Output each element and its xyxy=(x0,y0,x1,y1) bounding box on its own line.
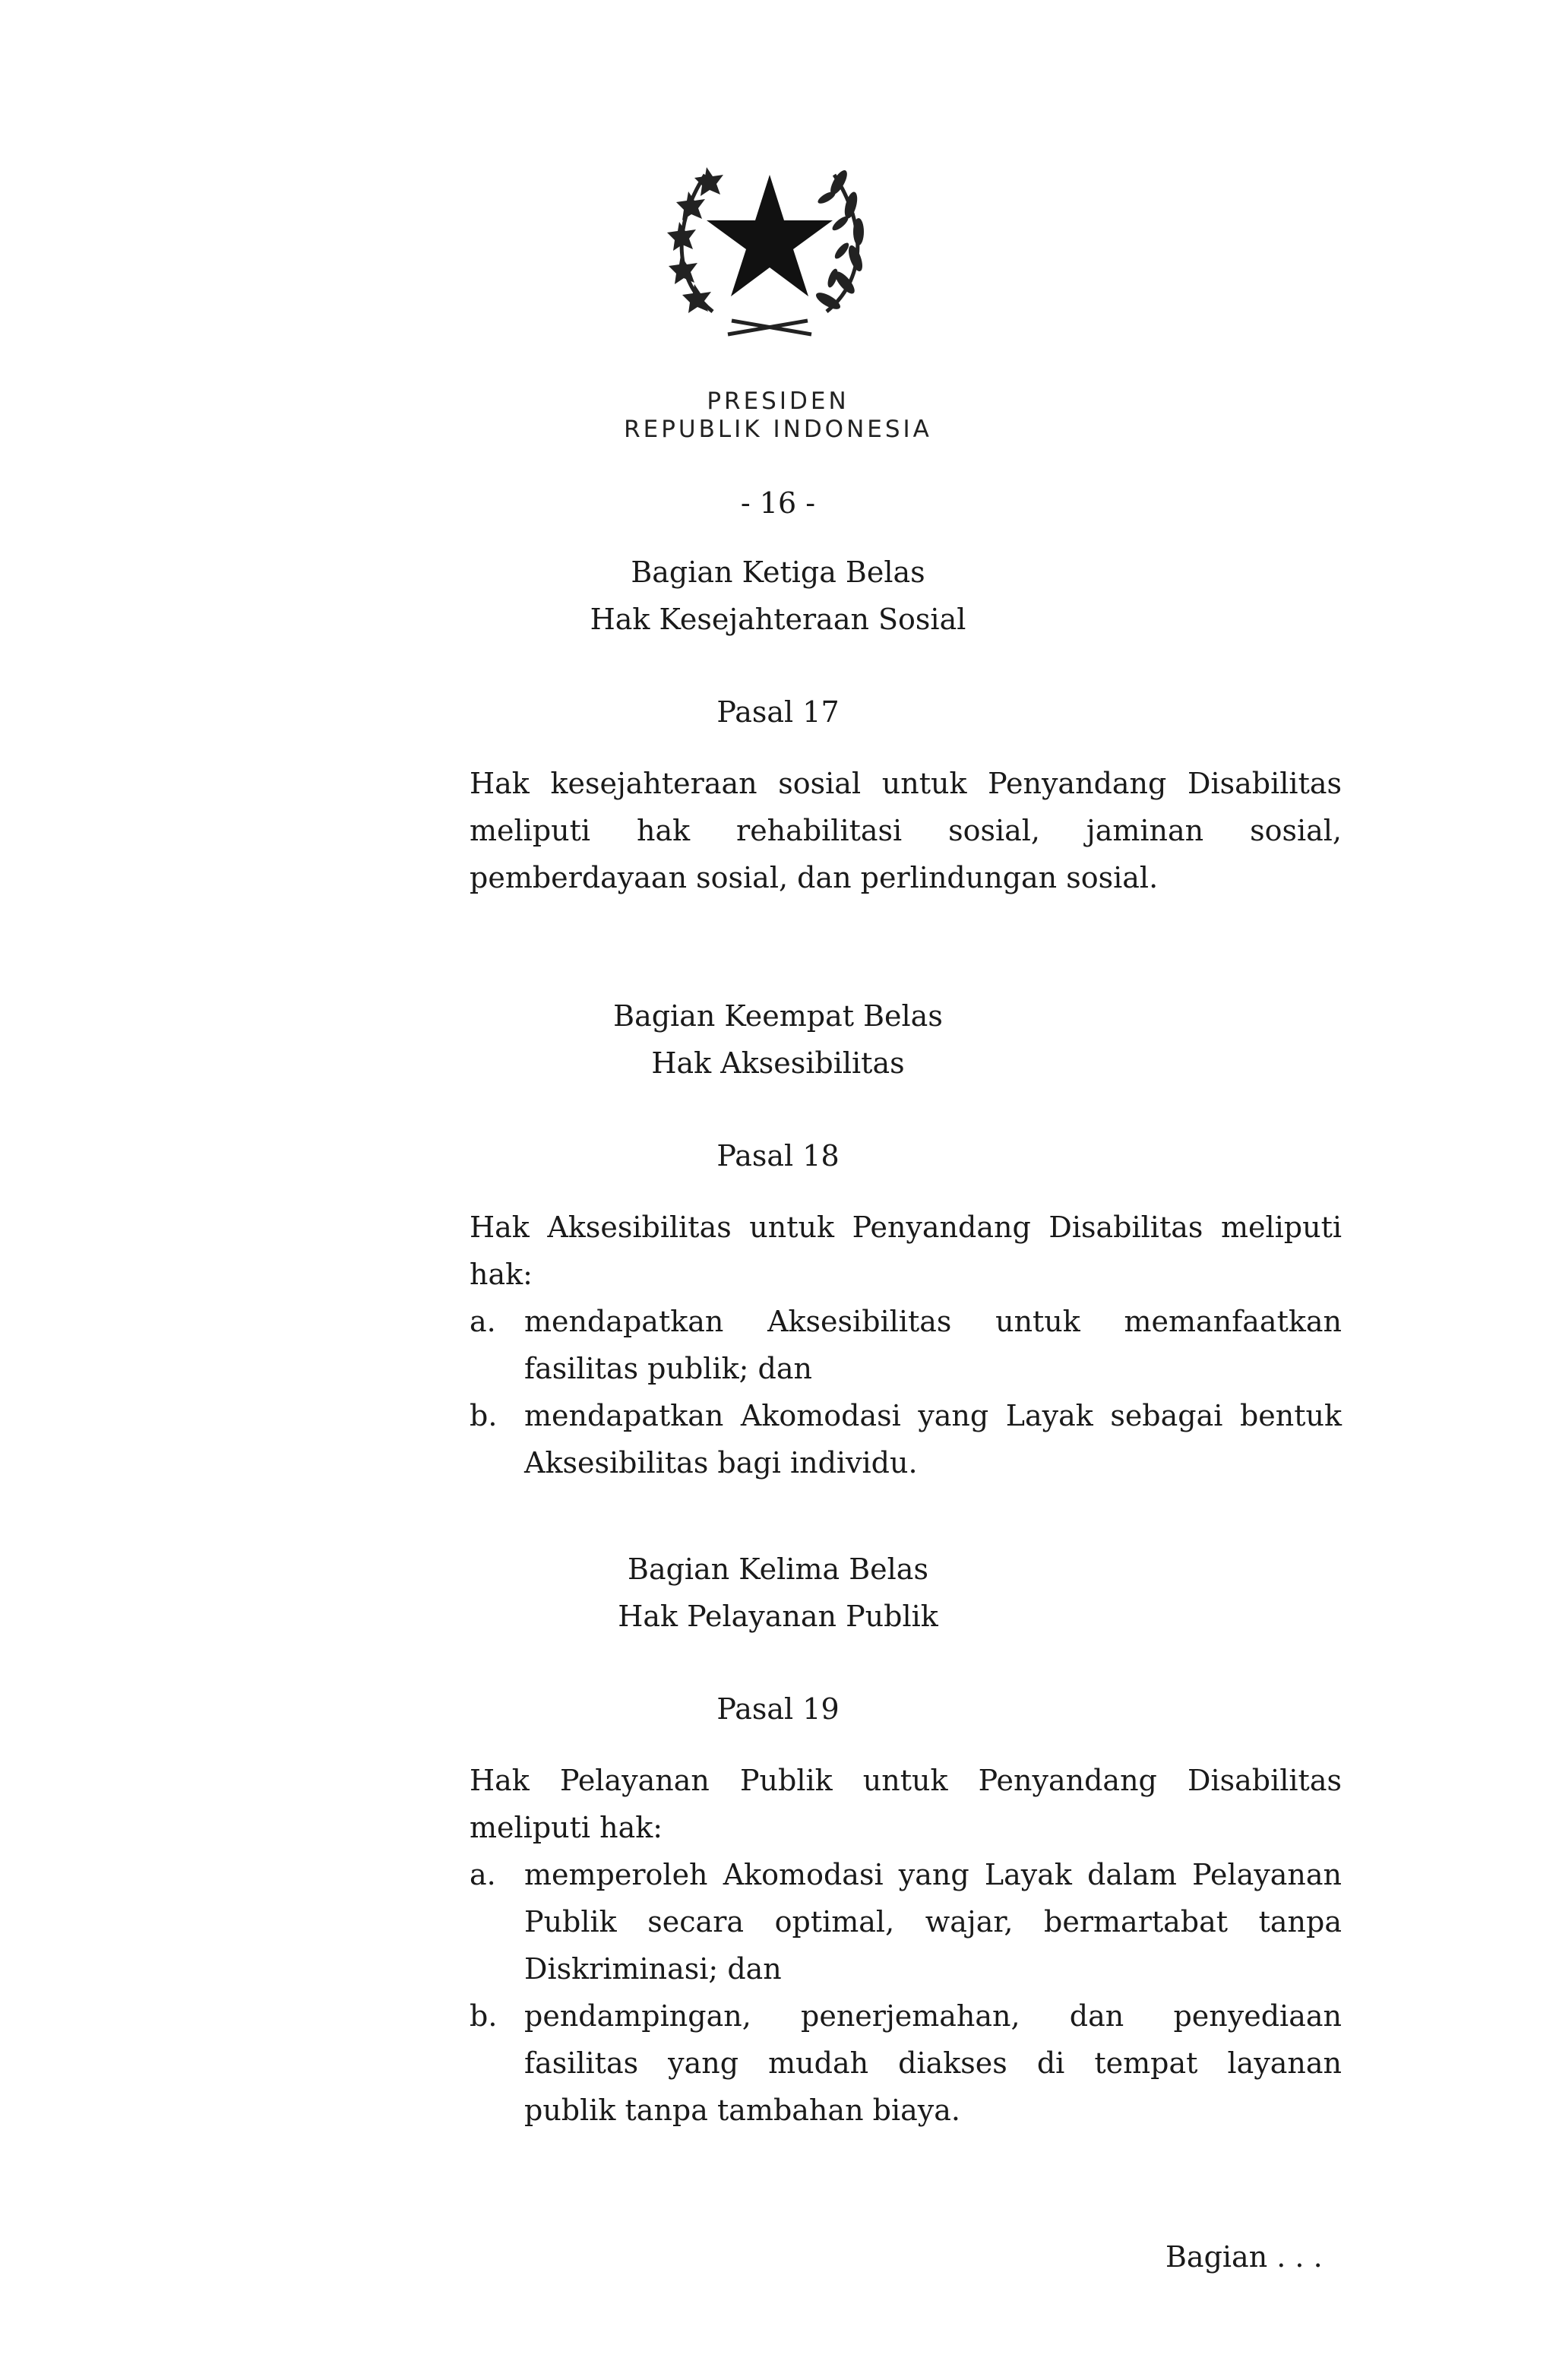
paragraph-line: pemberdayaan sosial, dan perlindungan sosial. xyxy=(470,861,1159,894)
list-item xyxy=(470,1298,1342,1392)
pasal-heading: Pasal 19 xyxy=(716,1692,840,1726)
list-item-line: publik tanpa tambahan biaya. xyxy=(524,2094,960,2127)
list-item-line: pendampingan, penerjemahan, dan penyediaan xyxy=(524,1999,1342,2033)
paragraph-line: meliputi hak rehabilitasi sosial, jaminan sosial, xyxy=(470,814,1342,847)
list-item xyxy=(470,1851,1342,1992)
list-marker: a. xyxy=(470,1305,496,1338)
paragraph-line: meliputi hak: xyxy=(470,1811,663,1844)
pasal-paragraph xyxy=(470,1204,1342,1298)
pasal-paragraph xyxy=(470,1757,1342,1851)
section-heading-title: Hak Aksesibilitas xyxy=(651,1046,905,1080)
pasal-heading: Pasal 17 xyxy=(716,695,840,729)
pasal-paragraph xyxy=(470,760,1342,901)
header-line-republik-indonesia: REPUBLIK INDONESIA xyxy=(624,416,932,443)
paragraph-line: hak: xyxy=(470,1258,533,1291)
header-line-presiden: PRESIDEN xyxy=(707,388,849,415)
list-item xyxy=(470,1992,1342,2134)
paragraph-line: Hak kesejahteraan sosial untuk Penyandang Disabilitas xyxy=(470,767,1342,800)
list-item-line: Publik secara optimal, wajar, bermartabat tanpa xyxy=(524,1905,1342,1938)
list-marker: a. xyxy=(470,1858,496,1891)
list-item-line: Aksesibilitas bagi individu. xyxy=(524,1446,918,1480)
paragraph-line: Hak Aksesibilitas untuk Penyandang Disabilitas meliputi xyxy=(470,1211,1342,1244)
garuda-emblem-icon xyxy=(659,144,880,342)
list-item-line: mendapatkan Akomodasi yang Layak sebagai bentuk xyxy=(524,1399,1342,1432)
section-heading-title: Hak Pelayanan Publik xyxy=(618,1600,938,1633)
list-item-line: Diskriminasi; dan xyxy=(524,1952,782,1986)
section-heading-title: Hak Kesejahteraan Sosial xyxy=(590,603,966,636)
pasal-heading: Pasal 18 xyxy=(716,1139,840,1173)
section-heading-bagian: Bagian Ketiga Belas xyxy=(631,555,925,589)
list-item-line: fasilitas publik; dan xyxy=(524,1352,812,1385)
paragraph-line: Hak Pelayanan Publik untuk Penyandang Disabilitas xyxy=(470,1764,1342,1797)
list-item-line: mendapatkan Aksesibilitas untuk memanfaatkan xyxy=(524,1305,1342,1338)
section-heading-bagian: Bagian Kelima Belas xyxy=(628,1552,928,1586)
list-marker: b. xyxy=(470,1399,498,1432)
list-marker: b. xyxy=(470,1999,498,2033)
list-item-line: memperoleh Akomodasi yang Layak dalam Pelayanan xyxy=(524,1858,1342,1891)
list-item-line: fasilitas yang mudah diakses di tempat layanan xyxy=(524,2046,1342,2080)
list-item xyxy=(470,1392,1342,1486)
page-number: - 16 - xyxy=(740,486,816,520)
section-heading-bagian: Bagian Keempat Belas xyxy=(613,999,943,1033)
continuation-footer: Bagian . . . xyxy=(1165,2240,1323,2274)
